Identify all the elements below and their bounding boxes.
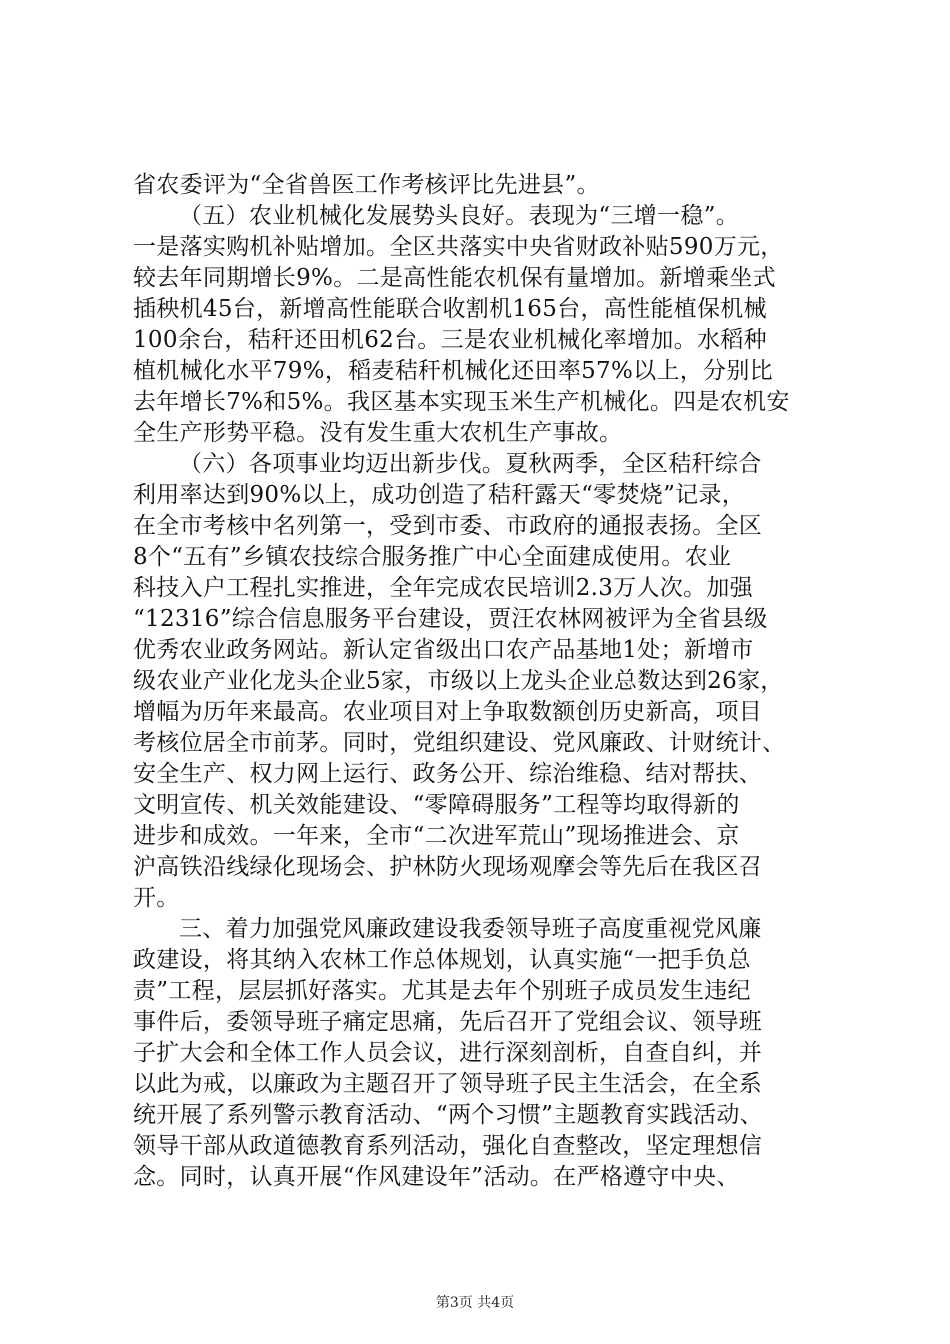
- text-line: 沪高铁沿线绿化现场会、护林防火现场观摩会等先后在我区召: [133, 854, 763, 880]
- text-line: 优秀农业政务网站。新认定省级出口农产品基地1处；新增市: [133, 637, 754, 663]
- text-line: 插秧机45台，新增高性能联合收割机165台，高性能植保机械: [133, 296, 767, 322]
- paragraph-start-line: 三、着力加强党风廉政建设我委领导班子高度重视党风廉: [179, 916, 762, 942]
- text-line: 8个“五有”乡镇农技综合服务推广中心全面建成使用。农业: [133, 544, 732, 570]
- text-line: 统开展了系列警示教育活动、“两个习惯”主题教育实践活动、: [133, 1102, 763, 1128]
- text-line: 去年增长7%和5%。我区基本实现玉米生产机械化。四是农机安: [133, 389, 790, 415]
- text-line: 念。同时，认真开展“作风建设年”活动。在严格遵守中央、: [133, 1164, 740, 1190]
- text-line: 领导干部从政道德教育系列活动，强化自查整改，坚定理想信: [133, 1133, 763, 1159]
- page-number-footer: 第3页 共4页: [435, 1295, 515, 1311]
- text-line: 进步和成效。一年来，全市“二次进军荒山”现场推进会、京: [133, 823, 740, 849]
- text-line: 利用率达到90%以上，成功创造了秸秆露天“零焚烧”记录，: [133, 482, 746, 508]
- text-line: 子扩大会和全体工作人员会议，进行深刻剖析，自查自纠，并: [133, 1040, 763, 1066]
- text-line: 安全生产、权力网上运行、政务公开、综治维稳、结对帮扶、: [133, 761, 763, 787]
- text-line: 增幅为历年来最高。农业项目对上争取数额创历史新高，项目: [133, 699, 763, 725]
- text-line: 责”工程，层层抓好落实。尤其是去年个别班子成员发生违纪: [133, 978, 751, 1004]
- text-line: 开。: [133, 885, 180, 911]
- text-line: 文明宣传、机关效能建设、“零障碍服务”工程等均取得新的: [133, 792, 740, 818]
- text-line: 省农委评为“全省兽医工作考核评比先进县”。: [133, 172, 600, 198]
- text-line: 以此为戒，以廉政为主题召开了领导班子民主生活会，在全系: [133, 1071, 763, 1097]
- document-body: [133, 170, 833, 1193]
- text-line: 考核位居全市前茅。同时，党组织建设、党风廉政、计财统计、: [133, 730, 786, 756]
- text-line: 事件后，委领导班子痛定思痛，先后召开了党组会议、领导班: [133, 1009, 763, 1035]
- paragraph-start-line: （六）各项事业均迈出新步伐。夏秋两季，全区秸秆综合: [179, 451, 762, 477]
- text-line: 100余台，秸秆还田机62台。三是农业机械化率增加。水稻种: [133, 327, 767, 353]
- text-line: “12316”综合信息服务平台建设，贾汪农林网被评为全省县级: [133, 606, 768, 632]
- text-line: 全生产形势平稳。没有发生重大农机生产事故。: [133, 420, 623, 446]
- text-line: 政建设，将其纳入农林工作总体规划，认真实施“一把手负总: [133, 947, 751, 973]
- text-line: 植机械化水平79%，稻麦秸秆机械化还田率57%以上，分别比: [133, 358, 773, 384]
- text-line: 一是落实购机补贴增加。全区共落实中央省财政补贴590万元，: [133, 234, 784, 260]
- text-line: 较去年同期增长9%。二是高性能农机保有量增加。新增乘坐式: [133, 265, 776, 291]
- text-line: 在全市考核中名列第一，受到市委、市政府的通报表扬。全区: [133, 513, 763, 539]
- text-line: 级农业产业化龙头企业5家，市级以上龙头企业总数达到26家，: [133, 668, 784, 694]
- text-line: 科技入户工程扎实推进，全年完成农民培训2.3万人次。加强: [133, 575, 753, 601]
- paragraph-start-line: （五）农业机械化发展势头良好。表现为“三增一稳”。: [179, 203, 740, 229]
